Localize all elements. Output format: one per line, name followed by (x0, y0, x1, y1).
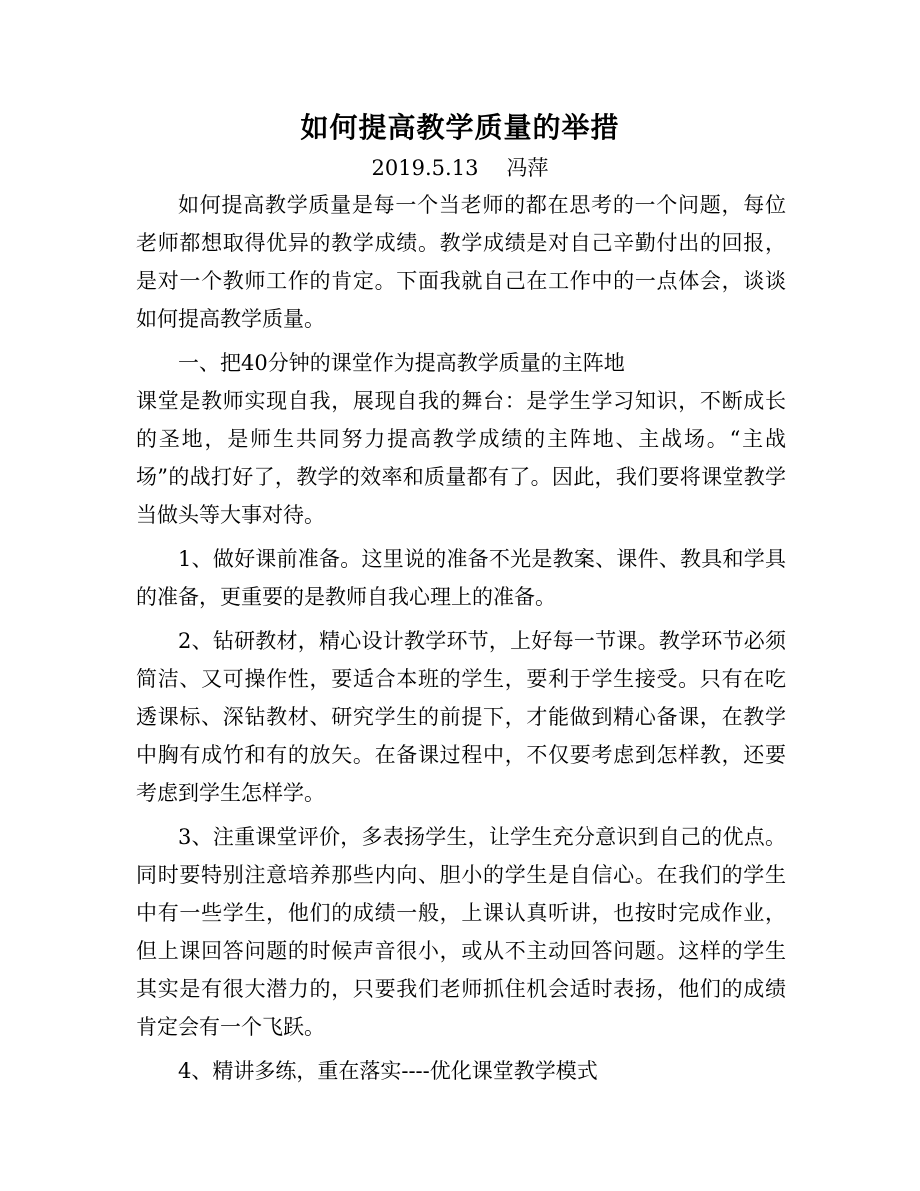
paragraph-intro: 如何提高教学质量是每一个当老师的都在思考的一个问题，每位老师都想取得优异的教学成绩。教学成绩是对自己辛勤付出的回报，是对一个教师工作的肯定。下面我就自己在工作中的一点体会，谈谈如何提高教学质量。 (136, 193, 786, 331)
section-heading-1: 一、把40分钟的课堂作为提高教学质量的主阵地 (178, 351, 625, 375)
paragraph-point-4: 4、精讲多练，重在落实----优化课堂教学模式 (178, 1059, 598, 1083)
document-byline (0, 150, 920, 186)
paragraph-point-2: 2、钻研教材，精心设计教学环节，上好每一节课。教学环节必须简洁、又可操作性，要适合本班的学生，要利于学生接受。只有在吃透课标、深钻教材、研究学生的前提下，才能做到精心备课，在教学中胸有成竹和有的放矢。在备课过程中，不仅要考虑到怎样教，还要考虑到学生怎样学。 (136, 629, 786, 805)
document-author: 冯萍 (506, 156, 549, 180)
document-title: 如何提高教学质量的举措 (300, 111, 620, 144)
document-body (136, 186, 786, 1090)
paragraph-classroom: 课堂是教师实现自我，展现自我的舞台：是学生学习知识，不断成长的圣地，是师生共同努力提高教学成绩的主阵地、主战场。“主战场”的战打好了，教学的效率和质量都有了。因此，我们要将课堂教学当做头等大事对待。 (136, 389, 786, 527)
paragraph-point-1: 1、做好课前准备。这里说的准备不光是教案、课件、教具和学具的准备，更重要的是教师自我心理上的准备。 (136, 547, 786, 609)
paragraph-point-3: 3、注重课堂评价，多表扬学生，让学生充分意识到自己的优点。同时要特别注意培养那些内向、胆小的学生是自信心。在我们的学生中有一些学生，他们的成绩一般，上课认真听讲，也按时完成作业，但上课回答问题的时候声音很小，或从不主动回答问题。这样的学生其实是有很大潜力的，只要我们老师抓住机会适时表扬，他们的成绩肯定会有一个飞跃。 (136, 825, 786, 1039)
document-date: 2019.5.13 (371, 156, 479, 180)
